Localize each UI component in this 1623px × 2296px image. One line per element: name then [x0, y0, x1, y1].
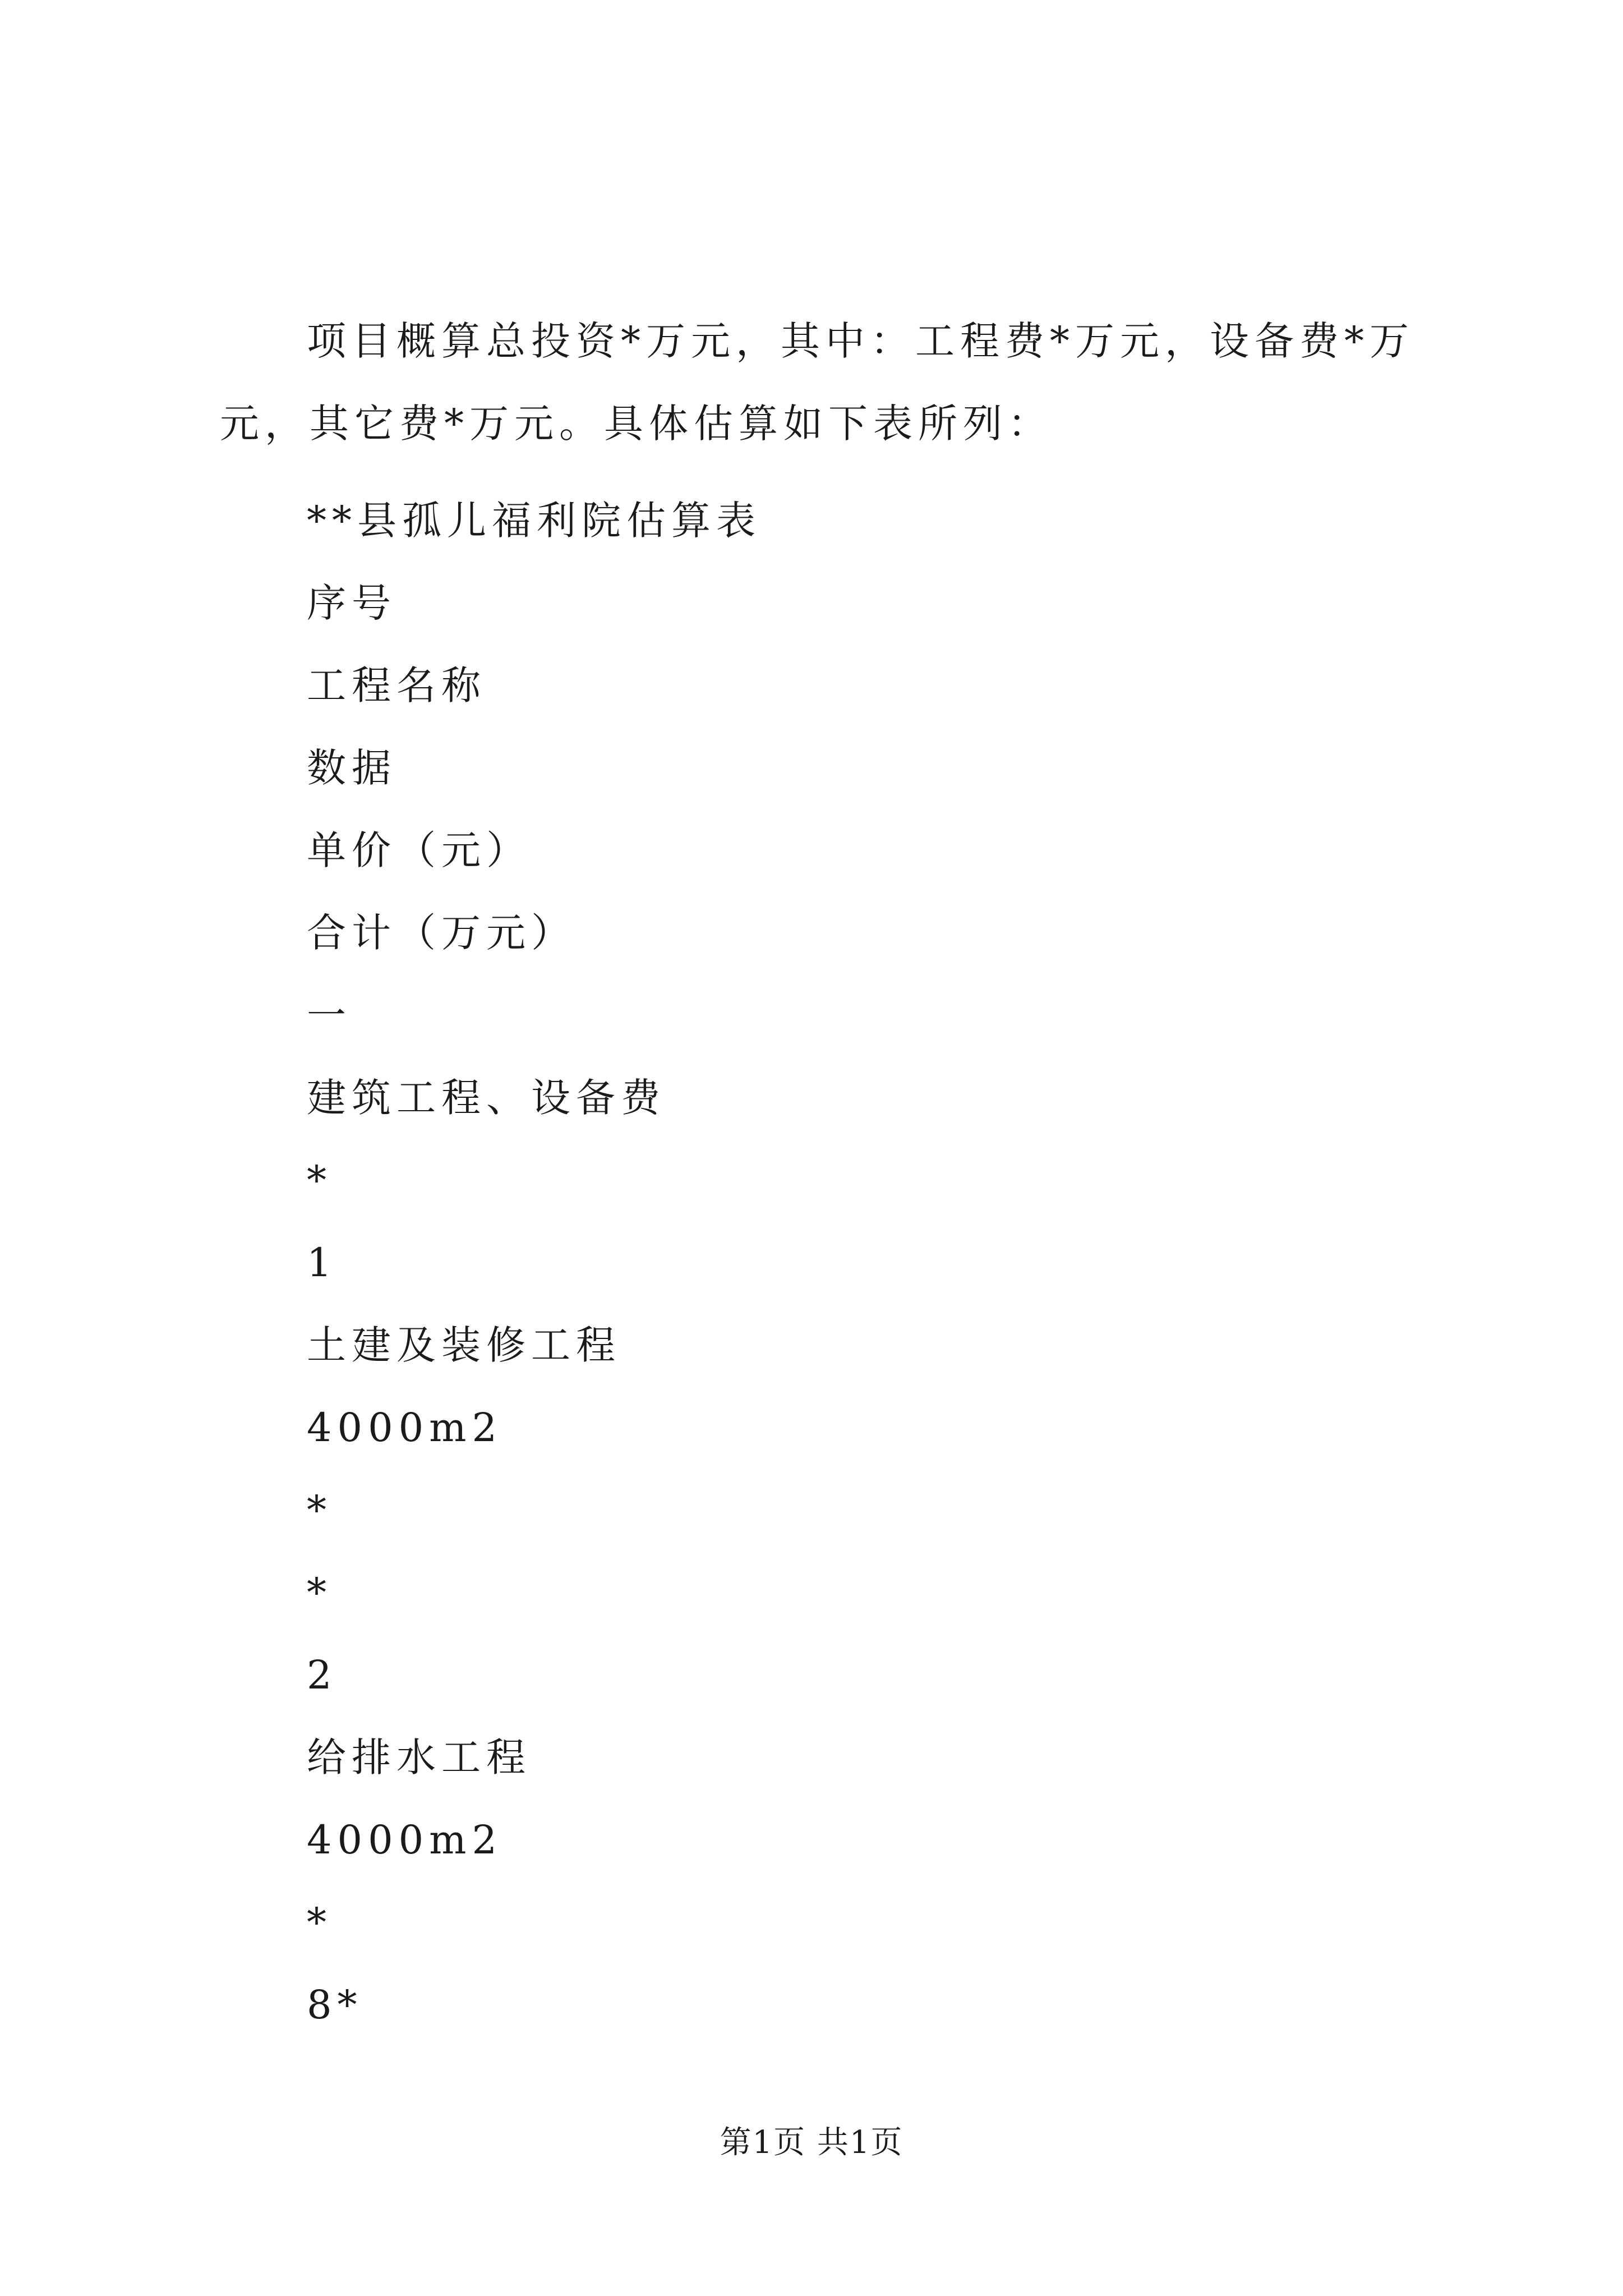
section-one-name: 建筑工程、设备费 — [307, 1075, 666, 1121]
intro-paragraph: 项目概算总投资*万元，其中：工程费*万元，设备费*万元，其它费*万元。具体估算如下表所列： — [220, 318, 1414, 447]
item-1-total: * — [307, 1570, 332, 1616]
item-1-quantity: 4000m2 — [307, 1405, 503, 1451]
item-2-unit-price: * — [307, 1899, 332, 1945]
item-2-index: 2 — [307, 1652, 338, 1698]
item-1-unit-price: * — [307, 1487, 332, 1533]
estimate-table-lines — [307, 480, 761, 2046]
item-2-name: 给排水工程 — [307, 1734, 531, 1780]
header-unit-price: 单价（元） — [307, 827, 531, 873]
header-total: 合计（万元） — [307, 910, 576, 956]
header-name: 工程名称 — [307, 662, 486, 708]
item-1-index: 1 — [307, 1240, 338, 1286]
section-one-total: * — [307, 1157, 332, 1203]
section-one-index: 一 — [307, 992, 352, 1038]
item-2-quantity: 4000m2 — [307, 1817, 503, 1863]
header-index: 序号 — [307, 580, 396, 626]
table-title: **县孤儿福利院估算表 — [307, 498, 761, 544]
item-1-name: 土建及装修工程 — [307, 1322, 621, 1368]
header-quantity: 数据 — [307, 745, 396, 791]
page-footer: 第1页 共1页 — [720, 2124, 903, 2161]
item-2-total: 8* — [307, 1982, 363, 2028]
